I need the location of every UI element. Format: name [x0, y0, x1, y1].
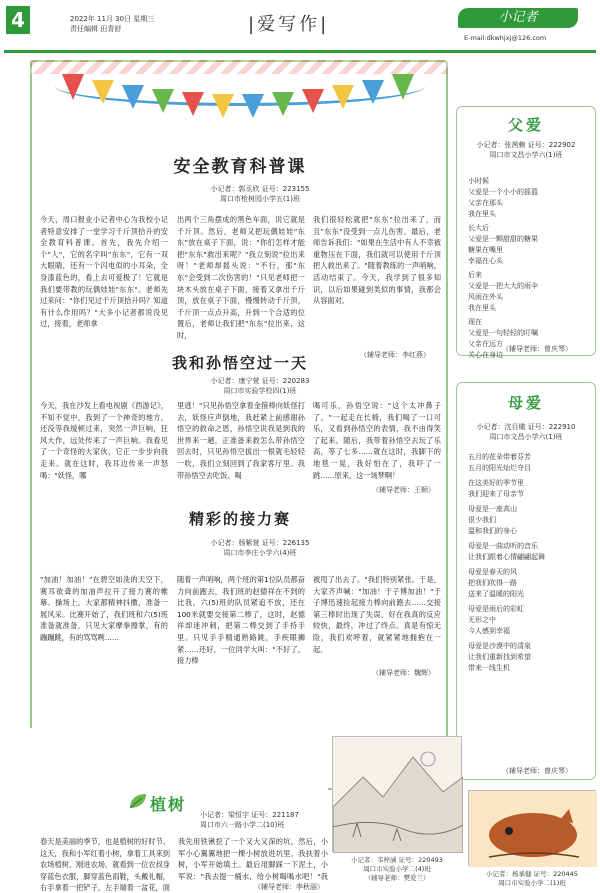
poem-stanza [468, 176, 592, 220]
poem-line: 温和我们的身心 [468, 527, 517, 535]
article1-author: 小记者：郭丞欣 证号：223155 [210, 185, 310, 193]
flag-2 [92, 80, 114, 104]
header-meta [70, 14, 154, 34]
motherlove-school: 周口市文昌小学六(1)班 [489, 433, 563, 441]
leaf-icon [128, 792, 148, 810]
motherlove-teacher: （辅导老师：曾庆琴） [502, 767, 572, 775]
article4-col2: 我先用铁锹挖了一个又大又深的坑，然后，小军小心翼翼地把一棵小树放进坑里。我扶着小树，小军开始填土。最后用脚踩一下泥土，小军说："我去提一桶水，给小树喝喝水吧！"我 [178, 837, 328, 880]
animal-drawing-icon [469, 791, 597, 867]
poem-stanza [468, 604, 592, 637]
poem-line: 无形之中 [468, 616, 496, 624]
drawing2-school: 周口市实验小学二(1)班 [498, 879, 566, 887]
poem-line: 五月的花朵带着芬芳 [468, 453, 531, 461]
motherlove-poem [468, 452, 592, 674]
fatherlove-byline [456, 140, 596, 160]
poem-line: 母爱是沙漠中的清泉 [468, 642, 531, 650]
article1-col1: 今天，周口报业小记者中心为我校小记者特意安排了一堂学习千斤顶拾升的安全教育科普课。首先，我先介绍一个"人"，它的名字叫"东东"，它有一双大眼睛，还有一个闪电似的小耳朵，全身漆蓝色的，看上去可爱极了！它就是我们要带教的玩偶娃娃"东东"。老师先过来问："你们见过千斤顶拾升吗？知道有什么作用吗？"大多小记者都说没见过，接着，老师拿 [40, 215, 168, 329]
article2-teacher: （辅导老师：王顺） [372, 486, 435, 494]
poem-line: 小时候 [468, 177, 489, 185]
poem-line: 很少我们 [468, 516, 496, 524]
article2-byline [180, 376, 340, 396]
editor-line: 责任编辑 田青舒 [70, 25, 122, 33]
article1-school: 周口市枪树园小学五(1)班 [220, 195, 300, 203]
fatherlove-author: 小记者：张茜赖 证号：222902 [476, 141, 576, 149]
page-number: 4 [6, 6, 30, 34]
article3-col2: 随着一声哨响，两个班的第1位队员都奋力向前跑去，我们班的赵德祥在不到的比我，六(5)班的队员紧追不放，还在100米就要交接第二棒了，这时，赵德祥却迷冲刺，把第二棒交到了手持手里。只见手手精通熟路跳，手疾眼狮紧……还好，一位同学大叫："不好了，接力棒 [177, 575, 305, 666]
article2-school: 周口市实验学校四(1)班 [223, 387, 297, 395]
poem-line: 长大后 [468, 224, 489, 232]
poem-line: 父亲在远方 [468, 340, 503, 348]
drawing1-artwork [332, 736, 462, 852]
flag-12 [392, 74, 414, 100]
poem-line: 父爱是一颗甜甜的糖果 [468, 235, 538, 243]
motherlove-title: 母爱 [507, 394, 544, 412]
article2-col1: 今天，我在沙发上看电视剧《西游记》，不知不觉中，我到了一个神奇的地方，还没等我缓顿过来，突然一声巨响，狂风大作，远处传来了一声巨响。我看见了一个奇怪的大家伙，它正一步步向我走来。就在这时，我耳边传来一声怒喝："妖怪，哪 [40, 401, 168, 480]
poem-line: 母爱是一座高山 [468, 505, 517, 513]
poem-line: 糖果在嘴里 [468, 246, 503, 254]
motherlove-author: 小记者：沈目橄 证号：222910 [476, 423, 576, 431]
article1-teacher: （辅导老师：李红燕） [360, 351, 430, 359]
article1-col2: 出两个三角摆成的黑色车面，说它就是千斤顶。然后，老师又把玩偶娃娃"东东"放在桌子下面，说："你们怎样才能把"东东"救出来呢？"我立刻说"拉出来呀！"老师却摇头说："不行，那"东东"会受到二次伤害的！"只见老师把一块木头放在桌子下面，接着又拿出千斤顶，放在桌子下面，慢慢转动千斤顶，千斤顶一点点升高，升到一个合适的位置后，老师让我们把"东东"拉出来，这时， [177, 215, 305, 340]
poem-stanza [468, 641, 592, 674]
poem-line: 让我们重新找到希望 [468, 653, 531, 661]
flag-5 [182, 92, 204, 116]
article2-author: 小记者：康宁萱 证号：220283 [210, 377, 310, 385]
poem-line: 现在 [468, 318, 482, 326]
article2-col2: 里逃！"只见孙悟空拿着金箍棒向妖怪打去，妖怪应声倒地，我赶紧上前感谢孙悟空的救命之恩，孙悟空说我是到我的世界来一趟，正准备来救怎么带孙悟空回去时，只见孙悟空拔出一根就毛轻轻一吹，我们立刻回到了我家客厅里。我带孙悟空去吃饭、喝 [177, 401, 305, 480]
fatherlove-poem [468, 176, 592, 361]
article2-title: 我和孙悟空过一天 [171, 354, 308, 372]
poem-stanza [468, 478, 592, 500]
poem-line: 风雨在外头 [468, 293, 503, 301]
article4-title: 植树 [150, 795, 187, 814]
article1-title: 安全教育科普课 [173, 157, 307, 177]
poem-stanza [468, 504, 592, 537]
poem-line: 带来一线生机 [468, 664, 510, 672]
poem-stanza [468, 270, 592, 314]
article3-teacher: （辅导老师：魏辉） [372, 669, 435, 677]
poem-stanza [468, 567, 592, 600]
drawing1-school: 周口市实验小学二(4)班 [363, 865, 431, 873]
flag-8 [272, 92, 294, 116]
article4-teacher: （辅导老师：李秋丽） [254, 883, 324, 891]
poem-line: 在这美好的季节里 [468, 479, 524, 487]
drawing2-author: 小记者：杨承健 证号：220445 [486, 870, 578, 878]
poem-line: 幸福在心头 [468, 257, 503, 265]
fatherlove-school: 周口市文昌小学六(1)班 [489, 151, 563, 159]
flag-1 [62, 74, 84, 100]
poem-line: 父亲在那头 [468, 199, 503, 207]
poem-stanza [468, 541, 592, 563]
bunting-flags [62, 70, 422, 130]
header-rule [4, 50, 596, 53]
poem-line: 我在里头 [468, 304, 496, 312]
poem-line: 母爱是雨后的彩虹 [468, 605, 524, 613]
flag-11 [362, 80, 384, 104]
section-title: |爱写作| [248, 14, 330, 35]
article1-col3: 我们很轻松就把"东东"拉出来了，而且"东东"没受到一点儿伤害。最后，老师告诉我们："如果在生活中有人不幸被重物压在下面，我们就可以使用千斤顶把人救出来了。"随着教练的一声哨响，活动结束了。今天，我学到了很多知识，以后如果碰到类似的事情，我都会从容面对。 [313, 215, 441, 306]
flag-4 [152, 89, 174, 113]
poem-line: 让我们跟着心情翩翩起舞 [468, 553, 545, 561]
poem-line: 今人感到幸福 [468, 627, 510, 635]
drawing1-author: 小记者：韦梓涵 证号：220493 [351, 856, 443, 864]
drawing1-teacher: （辅导老师：樊爱兰） [364, 874, 430, 882]
fatherlove-title: 父爱 [507, 116, 544, 134]
poem-line: 把我们吹得一路 [468, 579, 517, 587]
poem-line: 父爱是一句轻轻的叮嘱 [468, 329, 538, 337]
article3-title: 精彩的接力赛 [188, 510, 291, 528]
poem-stanza [468, 223, 592, 267]
flag-7 [242, 94, 264, 118]
drawing1-caption [332, 856, 462, 883]
poem-line: 母爱是一曲动听的音乐 [468, 542, 538, 550]
poem-line: 我在里头 [468, 210, 496, 218]
drawing2-caption [468, 870, 596, 888]
poem-line: 母爱是春天的风 [468, 568, 517, 576]
flag-3 [122, 85, 144, 109]
poem-stanza [468, 452, 592, 474]
article3-col1: "加油！加油！"在碧空如洗的天空下，赛耳欲聋的加油声拉开了接力赛的帷幕。操场上，大家都精神抖擞，准备一展风采。比赛开始了，我们班和六(5)班准备就准备，只见大家摩拳擦掌，有的蹦蹦跳，有的骂骂咧…… [40, 575, 168, 642]
poem-line: 后来 [468, 271, 482, 279]
article2-col3: 喝可乐，孙悟空说："这个太冲鼻子了。"一起走在长椅，我们喝了一口可乐，又看到孙悟空的表情，我不由得笑了起来。随后，我带着孙悟空去玩了乐高，等了七多……就在这时，我脚下的地毯一晃，我好怕在了，我吓了一跳……原来，这一场梦啊！ [313, 401, 441, 480]
poem-line: 我们迎来了母亲节 [468, 490, 524, 498]
poem-line: 送来了温暖的阳光 [468, 590, 524, 598]
email-address: E-mail:dkwhjxj@126.com [464, 34, 547, 42]
drawing2-artwork [468, 790, 596, 866]
article3-school: 周口市李庄小学六(4)班 [223, 549, 297, 557]
article4-byline [200, 810, 330, 830]
article4-school: 周口市六一路小学二(10)班 [200, 821, 285, 829]
poem-stanza [468, 317, 592, 361]
article4-author: 小记者：梁恒宇 证号：221187 [200, 811, 299, 819]
column-banner: 小记者 [458, 8, 578, 28]
flag-6 [212, 94, 234, 118]
landscape-drawing-icon [333, 737, 463, 853]
date-line: 2022年 11月 30日 星期三 [70, 15, 155, 23]
fatherlove-teacher: （辅导老师：曾庆琴） [502, 345, 572, 353]
article3-byline [180, 538, 340, 558]
poem-line: 父爱是一把大大的雨伞 [468, 282, 538, 290]
article1-byline [180, 184, 340, 204]
flag-9 [302, 89, 324, 113]
poem-line: 父爱是一个小小的摇篮 [468, 188, 538, 196]
poem-line: 关心在身边 [468, 351, 503, 359]
flag-10 [332, 85, 354, 109]
article4-col1: 春天是美丽的季节，也是植树的好时节。这天，我和小军红着小树，拿着工具来到农场植树。刚进农场，就看到一位农叔身穿蓝色衣服，脚穿蓝色雨鞋，头戴礼帽，右手拿着一把铲子，左手端着一盆花，面 [40, 837, 170, 892]
article3-author: 小记者：杨紫萱 证号：226135 [210, 539, 310, 547]
motherlove-byline [456, 422, 596, 442]
article3-col3: 被甩了出去了。"我们特别紧张。于是，大家齐声喊："加油！于子博加油！"于子博迅速捡起接力棒向前跑去……交接第三棒时出现了失误，好在我真的反应较快，最终，冲过了终点。真是有惊无险，我们欢呼着，就紧紧地拥抱在一起。 [313, 575, 441, 654]
poem-line: 五月的阳光灿烂夺目 [468, 464, 531, 472]
